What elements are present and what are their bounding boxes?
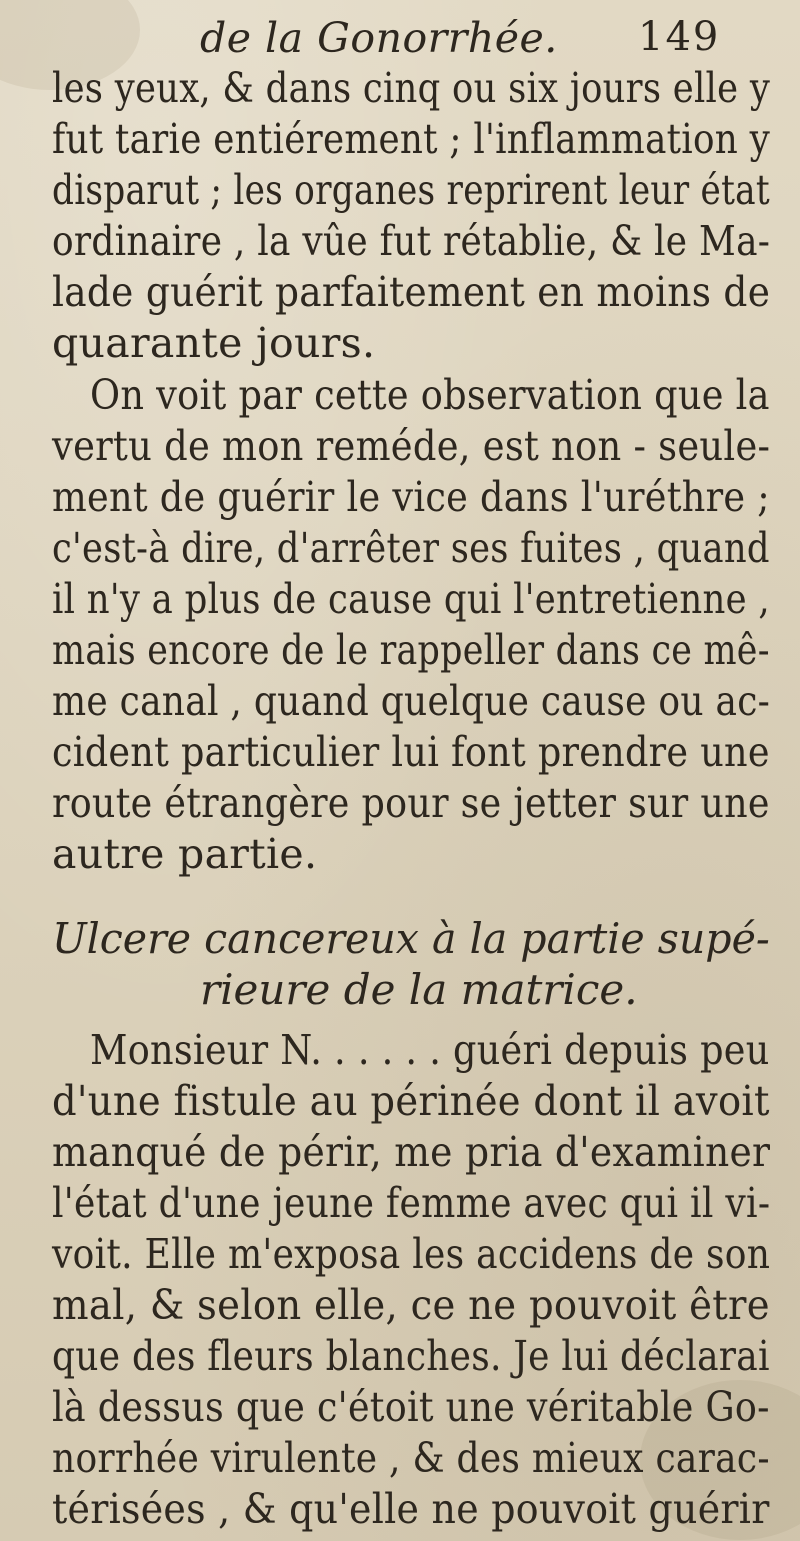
- text-line: d'une fistule au périnée dont il avoit: [52, 1077, 770, 1125]
- text-line: autre partie.: [52, 830, 318, 878]
- text-line: manqué de périr, me pria d'examiner: [52, 1128, 771, 1176]
- text-line: térisées , & qu'elle ne pouvoit guérir: [52, 1485, 770, 1533]
- running-title: de la Gonorrhée.: [200, 14, 558, 62]
- heading-line: rieure de la matrice.: [200, 965, 638, 1014]
- text-line: norrhée virulente , & des mieux carac-: [52, 1434, 770, 1482]
- text-line: quarante jours.: [52, 319, 376, 367]
- text-line: que des fleurs blanches. Je lui déclarai: [52, 1332, 770, 1380]
- text-line: mal, & selon elle, ce ne pouvoit être: [52, 1281, 770, 1329]
- text-line: là dessus que c'étoit une véritable Go-: [52, 1383, 770, 1431]
- text-line: vertu de mon reméde, est non - seule-: [52, 422, 771, 470]
- text-line: les yeux, & dans cinq ou six jours elle y: [52, 64, 771, 112]
- text-line: il n'y a plus de cause qui l'entretienne ,: [52, 575, 770, 623]
- text-line: me canal , quand quelque cause ou ac-: [52, 677, 771, 725]
- text-line: ment de guérir le vice dans l'uréthre ;: [52, 473, 770, 521]
- text-line: ordinaire , la vûe fut rétablie, & le Ma-: [52, 217, 771, 265]
- text-line: Monsieur N. . . . . . guéri depuis peu: [90, 1026, 770, 1074]
- text-line: lade guérit parfaitement en moins de: [52, 268, 771, 316]
- heading-line: Ulcere cancereux à la partie supé-: [52, 914, 770, 963]
- page-number: 149: [638, 14, 721, 60]
- text-line: disparut ; les organes reprirent leur état: [52, 166, 770, 214]
- page-header: [0, 10, 800, 62]
- text-line: On voit par cette observation que la: [90, 371, 770, 419]
- text-line: l'état d'une jeune femme avec qui il vi-: [52, 1179, 771, 1227]
- text-line: cident particulier lui font prendre une: [52, 728, 770, 776]
- text-line: fut tarie entiérement ; l'inflammation y: [52, 115, 771, 163]
- text-line: route étrangère pour se jetter sur une: [52, 779, 770, 827]
- text-line: voit. Elle m'exposa les accidens de son: [52, 1230, 771, 1278]
- text-line: mais encore de le rappeller dans ce mê-: [52, 626, 770, 674]
- text-line: c'est-à dire, d'arrêter ses fuites , quand: [52, 524, 770, 572]
